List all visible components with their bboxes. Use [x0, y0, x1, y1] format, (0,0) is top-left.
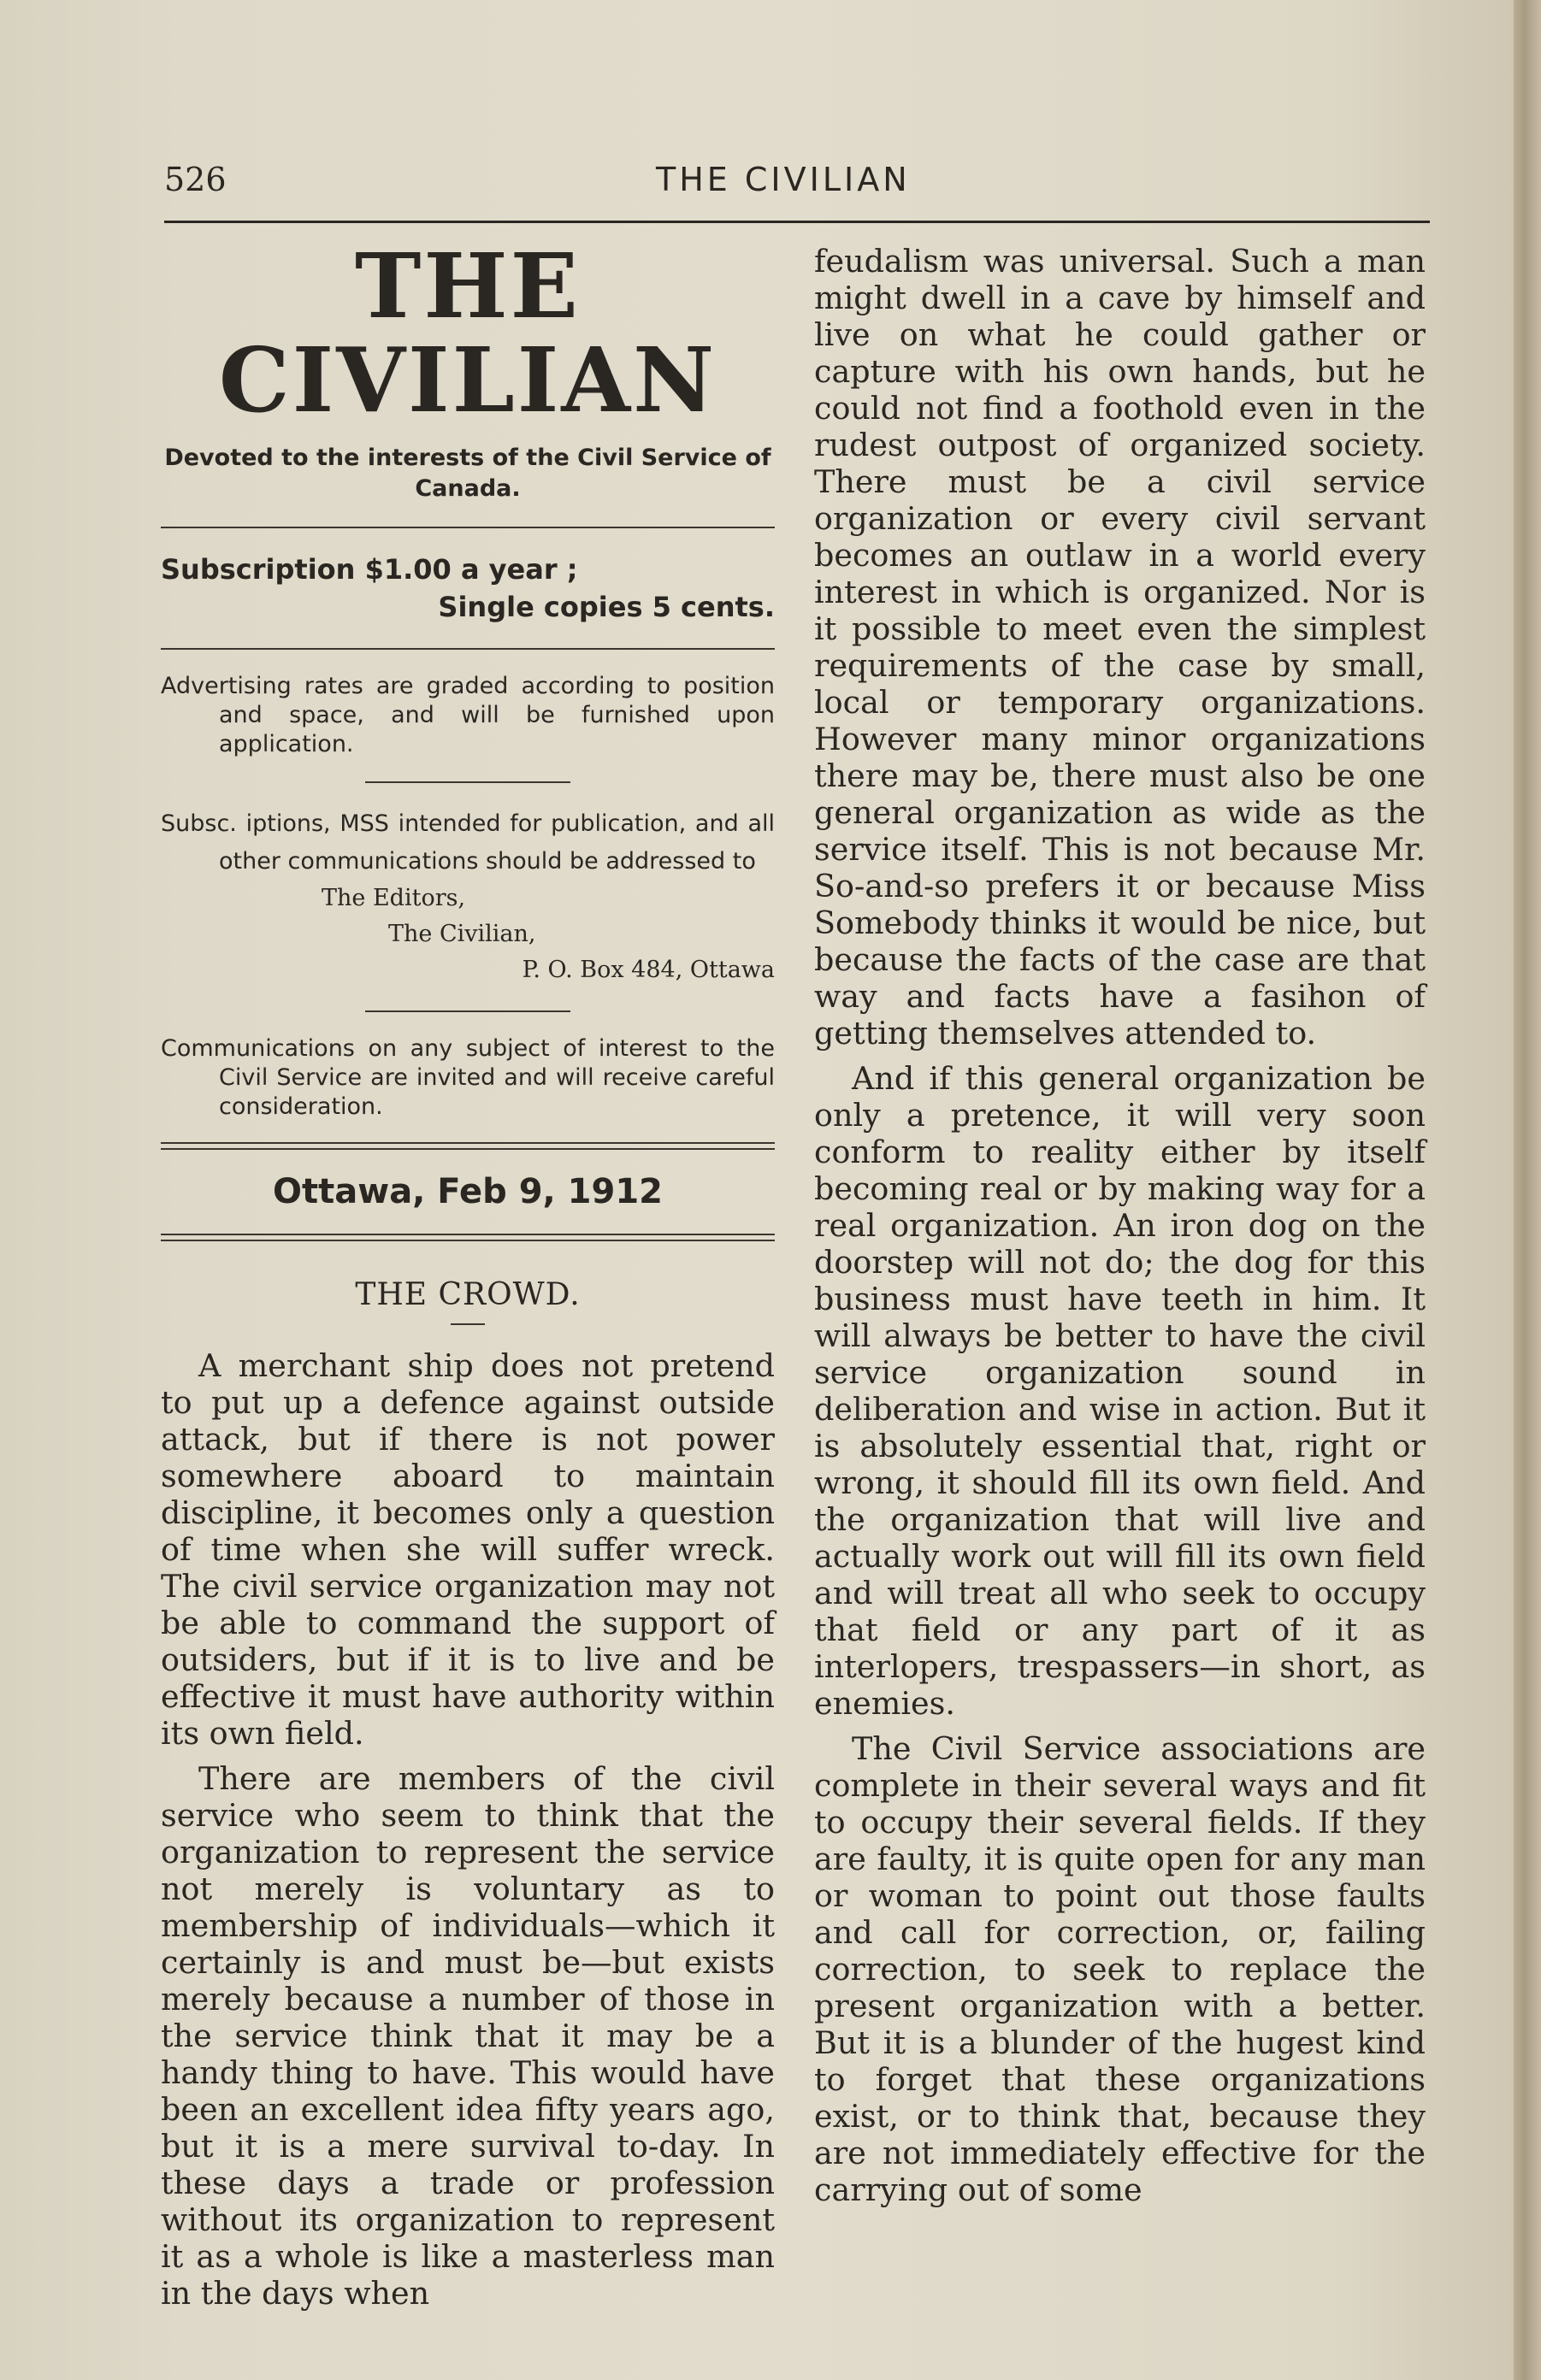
article-paragraph: feudalism was universal. Such a man might dwell in a cave by himself and live on what he could gather or capture with his own hands, but he could not find a foothold even in the rudest outpost of organized society. There must be a civil service organization or every civil servant becomes an outlaw in a world every interest in which is organized. Nor is it possible to meet even the simplest requirements of the case by small, local or temporary organizations. However many minor organizations there may be, there must also be one general organization as wide as the service itself. This is not because Mr. So-and-so prefers it or because Miss Somebody thinks it would be nice, but because the facts of the case are that way and facts have a fasihon of getting themselves attended to.	[814, 243, 1426, 1052]
masthead-tagline: Devoted to the interests of the Civil Service of Canada.	[164, 445, 771, 502]
divider	[161, 648, 775, 650]
left-column	[161, 233, 775, 2320]
header-rule	[164, 221, 1430, 223]
subscription-price: Subscription $1.00 a year ;	[161, 553, 578, 586]
title-dash	[451, 1323, 485, 1325]
short-divider	[365, 1010, 570, 1012]
double-divider	[161, 1234, 775, 1241]
divider	[161, 527, 775, 528]
short-divider	[365, 781, 570, 783]
running-title: THE CIVILIAN	[656, 161, 911, 198]
address-editors: The Editors,	[322, 885, 466, 911]
single-copy-price: Single copies 5 cents.	[438, 591, 775, 623]
address-civilian: The Civilian,	[388, 921, 536, 947]
address-box: P. O. Box 484, Ottawa	[522, 957, 775, 983]
issue-date: Ottawa, Feb 9, 1912	[273, 1172, 663, 1211]
running-head	[164, 161, 1430, 212]
communications-notice: Communications on any subject of interest to the Civil Service are invited and will receive careful consideration.	[161, 1035, 775, 1120]
double-divider	[161, 1142, 775, 1150]
subscriptions-notice: Subsc. iptions, MSS intended for publication, and all other communications should be addressed to	[161, 810, 775, 875]
page-edge	[1514, 0, 1541, 2380]
masthead-title: THE CIVILIAN	[218, 233, 717, 433]
article-title: THE CROWD.	[355, 1277, 581, 1312]
page-number: 526	[164, 161, 227, 198]
article-paragraph: There are members of the civil service who seem to think that the organization to represent the service not merely is voluntary as to membership of individuals—which it certainly is and must be—but exists merely because a number of those in the service think that it may be a handy thing to have. This would have been an excellent idea fifty years ago, but it is a mere survival to-day. In these days a trade or profession without its organization to represent it as a whole is like a masterless man in the days when	[161, 1760, 775, 2312]
right-column	[814, 243, 1426, 2217]
article-paragraph: A merchant ship does not pretend to put up a defence against outside attack, but if there is not power somewhere aboard to maintain discipline, it becomes only a question of time when she will suffer wreck. The civil service organization may not be able to command the support of outsiders, but if it is to live and be effective it must have authority within its own field.	[161, 1347, 775, 1752]
advertising-notice: Advertising rates are graded according to position and space, and will be furnished upon application.	[161, 673, 775, 757]
article-paragraph: The Civil Service associations are complete in their several ways and fit to occupy their several fields. If they are faulty, it is quite open for any man or woman to point out those faults and call for correction, or, failing correction, to seek to replace the present organization with a better. But it is a blunder of the hugest kind to forget that these organizations exist, or to think that, because they are not immediately effective for the carrying out of some	[814, 1730, 1426, 2208]
article-paragraph: And if this general organization be only a pretence, it will very soon conform to reality either by itself becoming real or by making way for a real organization. An iron dog on the doorstep will not do; the dog for this business must have teeth in him. It will always be better to have the civil service organization sound in deliberation and wise in action. But it is absolutely essential that, right or wrong, it should fill its own field. And the organization that will live and actually work out will fill its own field and will treat all who seek to occupy that field or any part of it as interlopers, trespassers—in short, as enemies.	[814, 1060, 1426, 1722]
